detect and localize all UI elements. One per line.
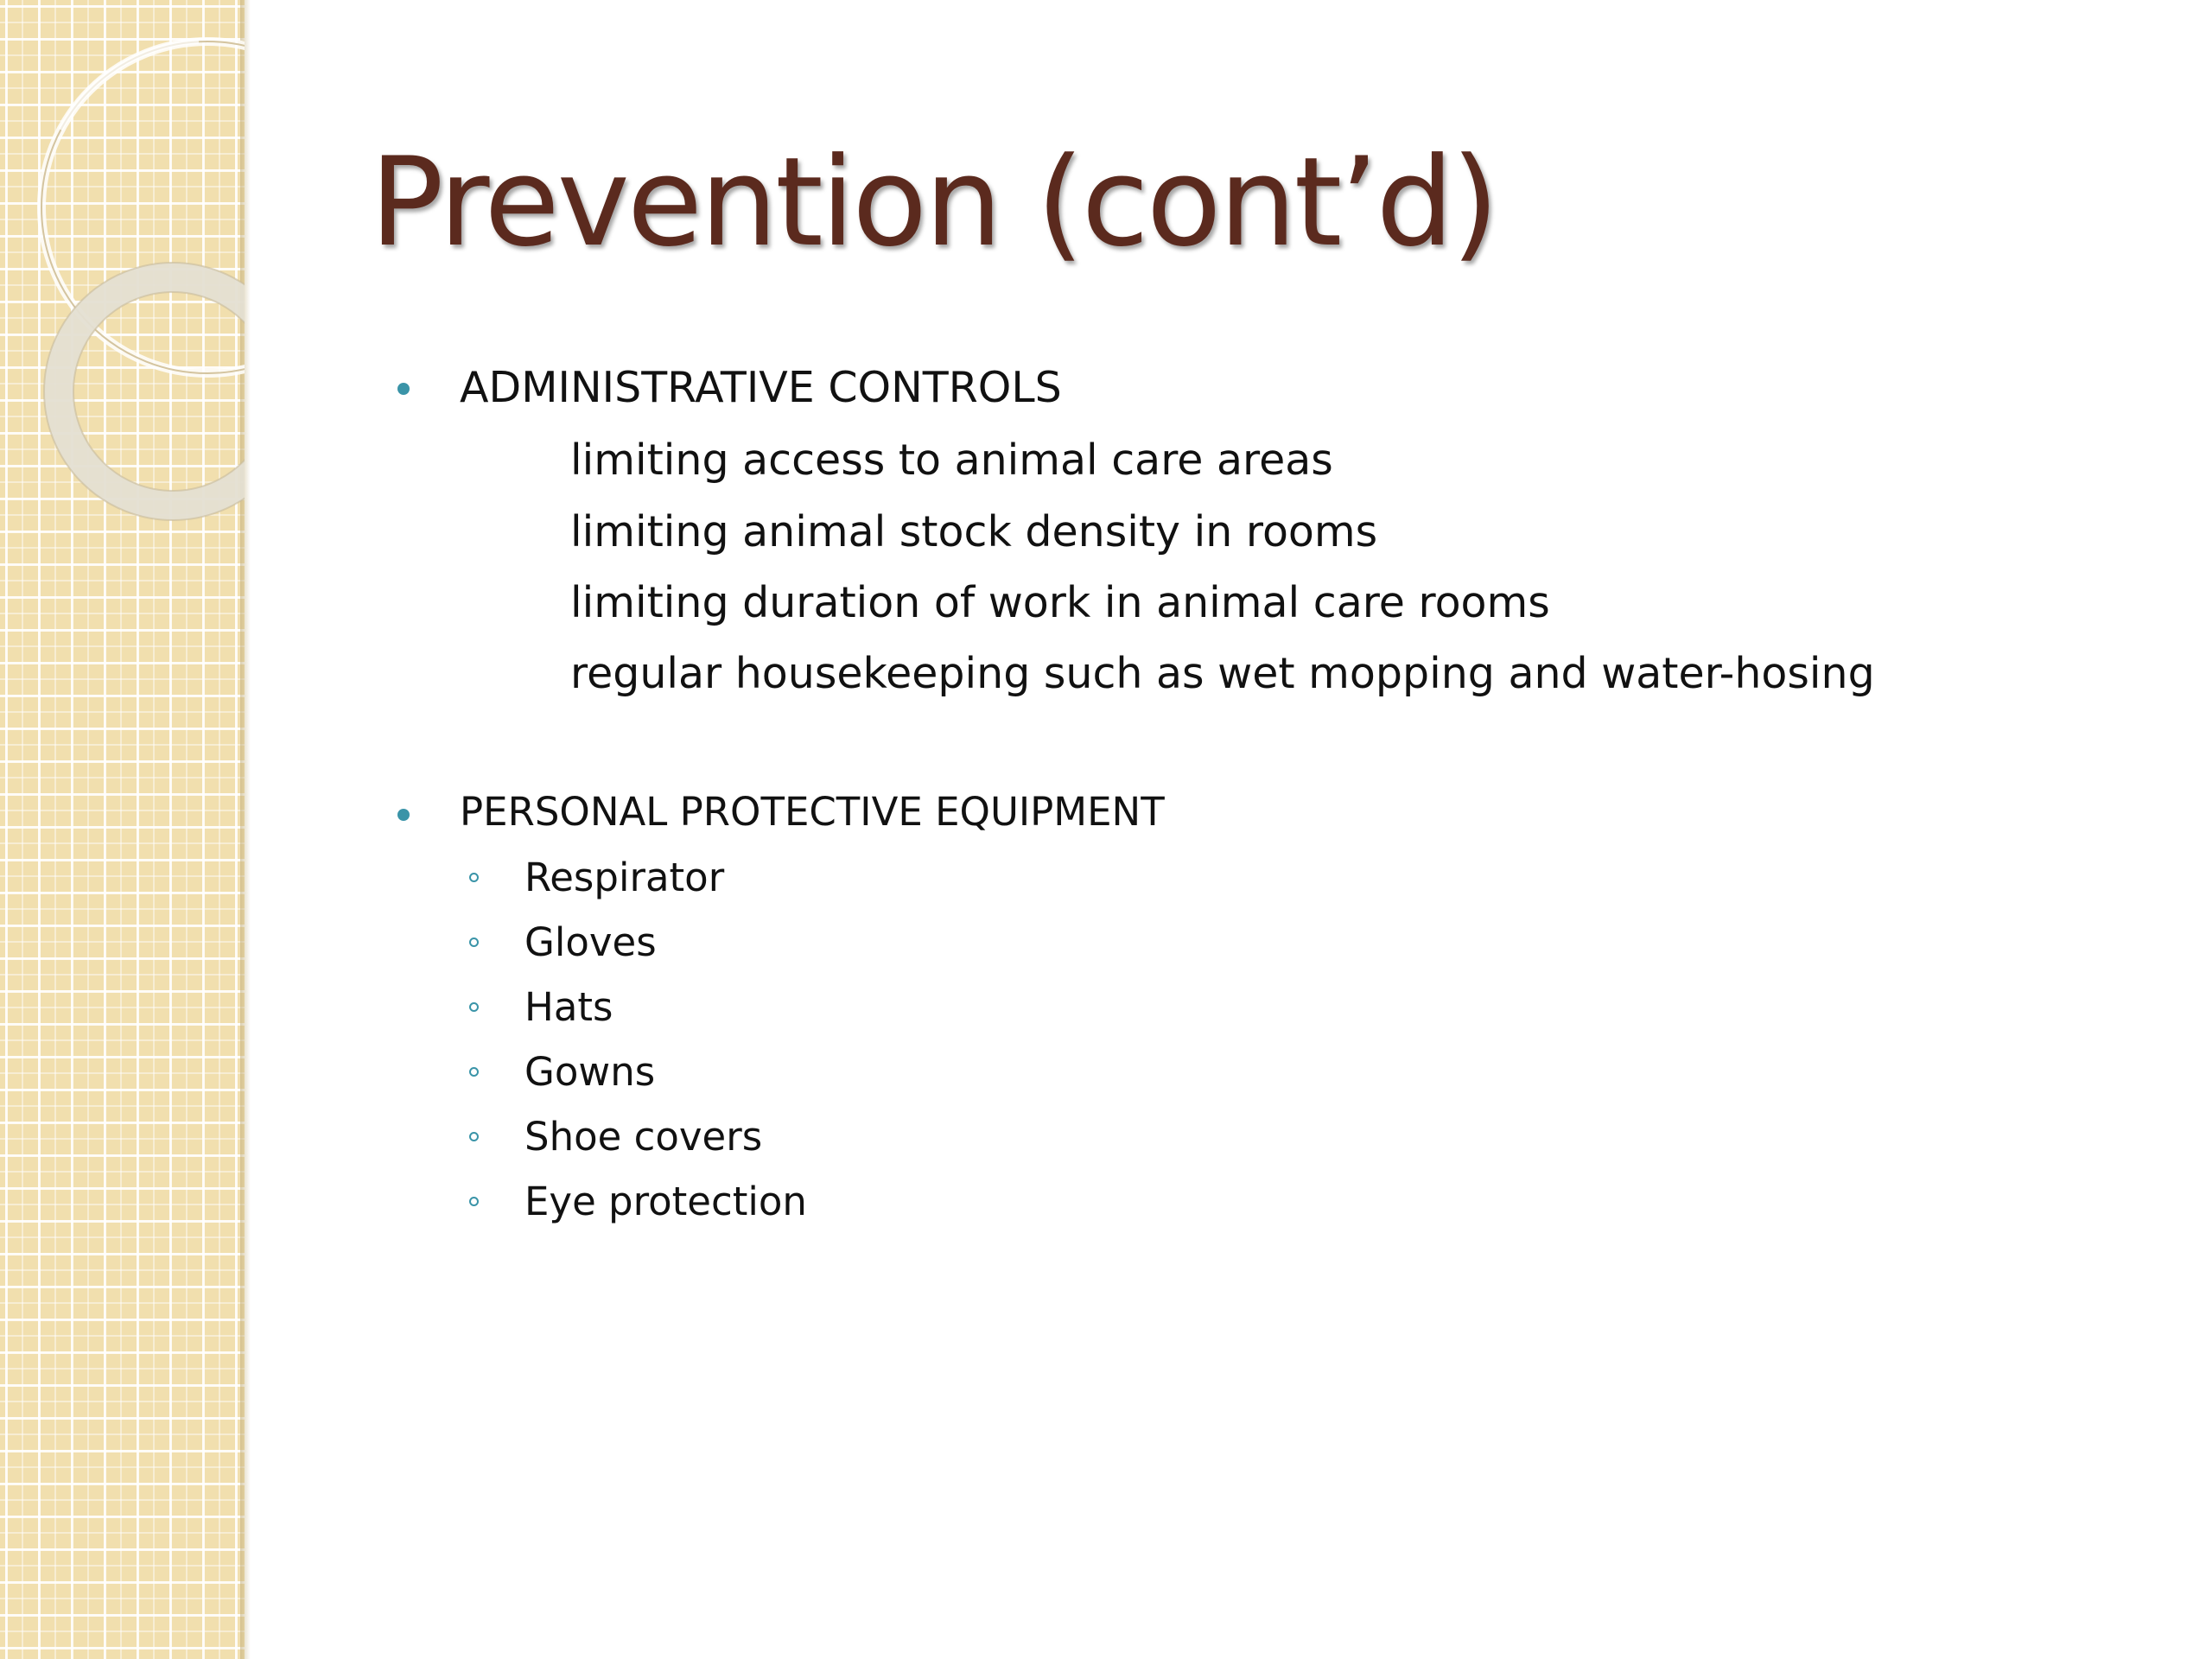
hollow-ring-icon	[469, 873, 479, 882]
list-item: Gowns	[524, 1049, 656, 1095]
list-item: Respirator	[524, 855, 725, 900]
list-item: Gloves	[524, 919, 657, 965]
section-heading: ADMINISTRATIVE CONTROLS	[460, 363, 1062, 412]
decorative-rings	[0, 0, 259, 553]
list-line: limiting animal stock density in rooms	[570, 507, 1378, 556]
hollow-ring-icon	[469, 1067, 479, 1077]
hollow-ring-icon	[469, 1132, 479, 1141]
slide-title: Prevention (cont’d)	[370, 131, 1497, 274]
list-line: limiting access to animal care areas	[570, 435, 1333, 485]
hollow-ring-icon	[469, 1197, 479, 1206]
hollow-ring-icon	[469, 938, 479, 947]
hollow-ring-icon	[469, 1002, 479, 1012]
list-line: limiting duration of work in animal care rooms	[570, 578, 1550, 627]
list-item: Eye protection	[524, 1179, 807, 1224]
list-item: Hats	[524, 984, 613, 1030]
list-item: Shoe covers	[524, 1114, 763, 1160]
section-heading: PERSONAL PROTECTIVE EQUIPMENT	[460, 789, 1165, 835]
list-line: regular housekeeping such as wet mopping and water-hosing	[570, 649, 1875, 698]
filled-dot-icon	[397, 383, 410, 395]
filled-dot-icon	[397, 809, 410, 821]
